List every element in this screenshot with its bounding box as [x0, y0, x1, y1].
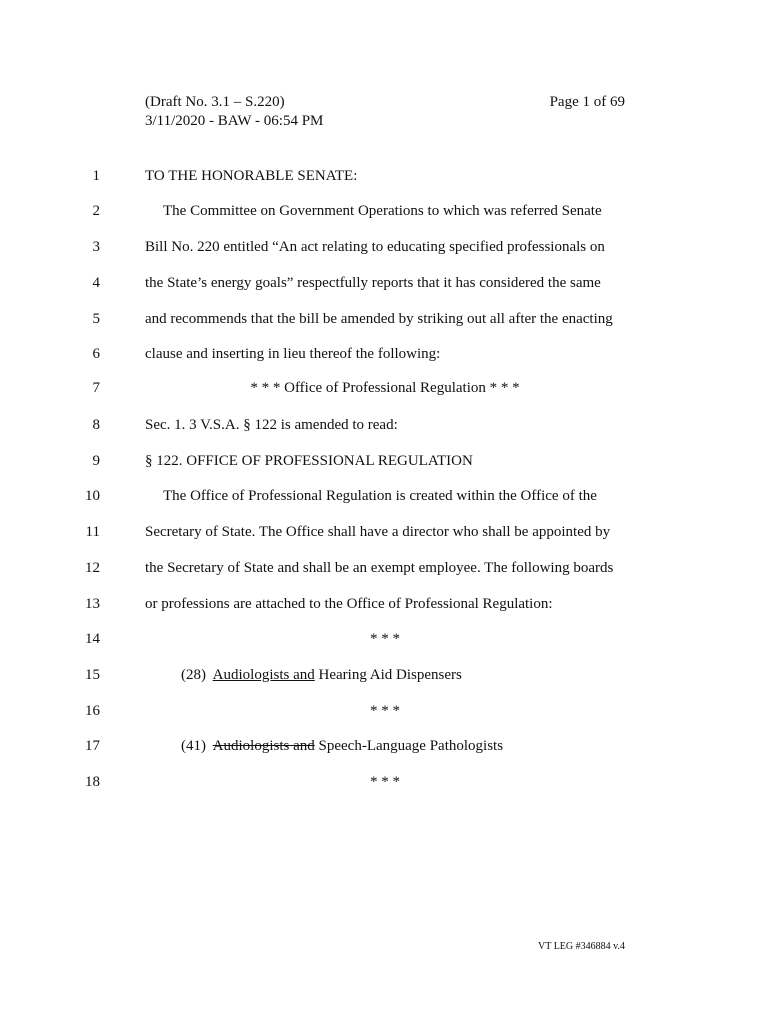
- document-footer: VT LEG #346884 v.4: [538, 941, 625, 952]
- line-text: [145, 736, 661, 756]
- line-text: the State’s energy goals” respectfully reports that it has considered the same: [145, 275, 601, 291]
- item-number: (28): [181, 667, 213, 683]
- section-heading: * * * Office of Professional Regulation * * *: [250, 380, 520, 396]
- line-number: 12: [85, 560, 100, 576]
- line-text: Bill No. 220 entitled “An act relating to educating specified professionals on: [145, 239, 605, 255]
- line-text: TO THE HONORABLE SENATE:: [145, 168, 358, 184]
- line-number: 3: [92, 239, 100, 255]
- line-number: 10: [85, 488, 100, 504]
- line-text: Secretary of State. The Office shall have a director who shall be appointed by: [145, 524, 611, 540]
- line-number: 11: [85, 524, 100, 540]
- line-number: 14: [85, 631, 100, 647]
- line-text: The Committee on Government Operations to which was referred Senate: [163, 203, 602, 219]
- draft-date: 3/11/2020 - BAW - 06:54 PM: [145, 113, 324, 129]
- header-left: [145, 93, 323, 131]
- line-text: the Secretary of State and shall be an exempt employee. The following boards: [145, 560, 614, 576]
- deleted-text: Audiologists and: [212, 738, 315, 754]
- page-number: Page 1 of 69: [549, 94, 625, 110]
- line-number: 7: [92, 380, 100, 396]
- line-text: and recommends that the bill be amended by striking out all after the enacting: [145, 311, 613, 327]
- line-number: 9: [92, 453, 100, 469]
- line-number: 17: [85, 738, 100, 754]
- line-text: or professions are attached to the Office of Professional Regulation:: [145, 596, 553, 612]
- line-text: [145, 665, 661, 685]
- draft-number: (Draft No. 3.1 – S.220): [145, 94, 285, 110]
- line-number: 13: [85, 596, 100, 612]
- line-number: 2: [92, 203, 100, 219]
- ellipsis-marker: * * *: [370, 703, 400, 719]
- line-number: 5: [92, 311, 100, 327]
- item-number: (41): [181, 738, 213, 754]
- line-number: 1: [92, 168, 100, 184]
- line-text: The Office of Professional Regulation is created within the Office of the: [163, 488, 597, 504]
- ellipsis-marker: * * *: [370, 631, 400, 647]
- line-number: 6: [92, 346, 100, 362]
- line-number: 8: [92, 417, 100, 433]
- line-number: 16: [85, 703, 100, 719]
- ellipsis-marker: * * *: [370, 774, 400, 790]
- line-number: 4: [92, 275, 100, 291]
- item-text: Hearing Aid Dispensers: [314, 667, 462, 683]
- line-text: clause and inserting in lieu thereof the following:: [145, 346, 441, 362]
- inserted-text: Audiologists and: [212, 667, 315, 683]
- line-number: 15: [85, 667, 100, 683]
- line-text: Sec. 1. 3 V.S.A. § 122 is amended to read:: [145, 417, 398, 433]
- line-number: 18: [85, 774, 100, 790]
- item-text: Speech-Language Pathologists: [314, 738, 504, 754]
- line-text: § 122. OFFICE OF PROFESSIONAL REGULATION: [145, 453, 473, 469]
